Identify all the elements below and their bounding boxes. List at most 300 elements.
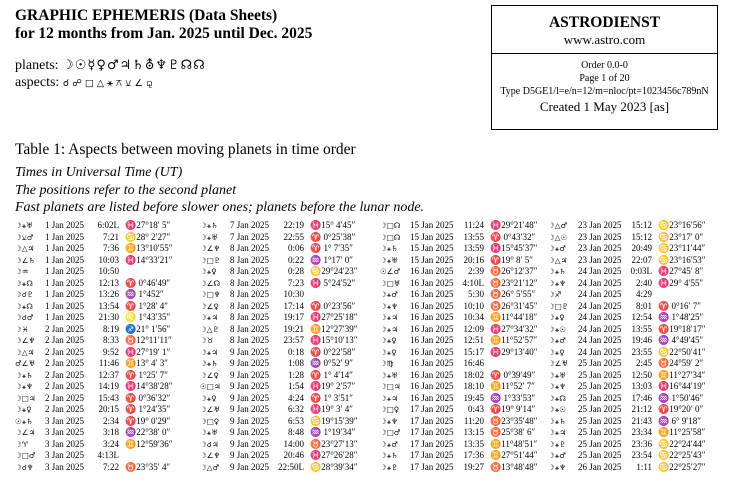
aspect-date: 25 Jan 2025 — [578, 427, 622, 437]
aspect-row — [548, 278, 712, 290]
aspect-time: 0:43 — [467, 404, 484, 414]
aspect-symbol: ☽⚹♃ — [200, 313, 218, 322]
aspect-date: 2 Jan 2025 — [45, 335, 84, 345]
aspect-date: 8 Jan 2025 — [230, 266, 269, 276]
aspect-time: 13:59 — [463, 243, 484, 253]
aspect-row — [200, 278, 364, 290]
aspect-time: 10:34 — [463, 312, 484, 322]
aspect-row — [380, 220, 544, 232]
aspect-position: ♌ 1°43′35″ — [125, 312, 171, 322]
aspect-time: 14:00 — [283, 438, 304, 449]
aspect-date: 23 Jan 2025 — [578, 231, 622, 242]
aspect-symbol: ☽⚹♄ — [548, 416, 566, 426]
aspect-date: 16 Jan 2025 — [410, 312, 454, 322]
aspect-time: 7:22 — [102, 461, 119, 472]
aspect-column — [15, 220, 179, 473]
aspect-row — [200, 335, 364, 347]
aspect-time: 8:48 — [287, 427, 304, 437]
aspect-symbol: ☽□♀ — [200, 416, 220, 426]
aspect-symbol: ☽⚹♆ — [380, 301, 398, 311]
aspect-symbol: ☉∠♂ — [380, 267, 401, 276]
aspect-row — [200, 324, 364, 336]
aspect-symbol: ☽♐ — [548, 290, 562, 299]
aspect-position: ♓29°21′48″ — [490, 220, 538, 230]
aspect-position: ♈19° 9′14″ — [490, 404, 536, 414]
planets-legend — [15, 57, 206, 74]
aspect-time: 13:15 — [463, 427, 484, 437]
aspect-position: ♈ 0°22′58″ — [310, 346, 356, 357]
aspect-row — [380, 416, 544, 428]
aspect-time: 15:12 — [631, 231, 652, 242]
aspect-row — [200, 301, 364, 313]
aspect-row — [380, 232, 544, 244]
aspect-symbol: ☽□♂ — [380, 428, 401, 437]
aspect-time: 12:50 — [631, 369, 652, 380]
aspect-time: 0:03L — [630, 266, 652, 276]
aspect-row — [380, 324, 544, 336]
aspect-time: 19:27 — [463, 461, 484, 472]
aspect-time: 12:09 — [463, 323, 484, 334]
aspect-position: ♉12°11′11″ — [125, 335, 172, 345]
aspect-time: 23:55 — [631, 346, 652, 357]
aspect-position: ♊11°48′51″ — [490, 438, 538, 449]
aspect-symbol: ♂∠♅ — [15, 359, 36, 368]
aspect-time: 15:12 — [631, 220, 652, 230]
aspect-date: 9 Jan 2025 — [230, 461, 269, 472]
aspect-date: 1 Jan 2025 — [45, 312, 84, 322]
aspect-date: 2 Jan 2025 — [45, 358, 84, 368]
aspect-row — [380, 289, 544, 301]
aspect-symbol: ☽⚹☉ — [548, 405, 566, 414]
aspect-position: ♉24°59′ 2″ — [658, 358, 704, 368]
aspect-position: ♊11°52′ 7″ — [490, 381, 535, 391]
aspect-time: 16:46 — [463, 358, 484, 368]
aspect-position: ♋29°24′23″ — [310, 266, 358, 276]
aspects-legend — [15, 74, 156, 92]
aspect-position: ♋28° 2′27″ — [125, 231, 171, 242]
aspect-symbol: ☽⚹♀ — [380, 347, 397, 357]
aspect-symbol: ☽⚹♃ — [200, 347, 218, 357]
aspect-time: 0:06 — [287, 243, 304, 253]
aspect-date: 24 Jan 2025 — [578, 266, 622, 276]
aspect-row — [200, 462, 364, 474]
aspect-position: ♓15°45′37″ — [490, 243, 538, 253]
aspect-date: 15 Jan 2025 — [410, 220, 454, 230]
aspect-time: 10:03 — [98, 254, 119, 265]
aspect-position: ♋22°25′43″ — [658, 450, 706, 460]
page-number: Page 1 of 20 — [579, 73, 630, 84]
aspect-date: 17 Jan 2025 — [410, 415, 454, 426]
aspect-position: ♋22°24′44″ — [658, 438, 706, 449]
aspect-row — [380, 301, 544, 313]
aspect-row — [548, 335, 712, 347]
aspect-symbol: ☽⚹♂ — [380, 290, 398, 299]
aspect-time: 0:18 — [287, 346, 304, 357]
aspect-date: 8 Jan 2025 — [230, 323, 269, 334]
aspect-position: ♈ 0°16′ 7″ — [658, 300, 702, 311]
aspect-symbol: ☽⚹☉ — [548, 324, 566, 334]
aspect-date: 26 Jan 2025 — [578, 461, 622, 472]
aspect-row — [548, 289, 712, 301]
aspect-position: ♒ 1°452″ — [125, 289, 164, 299]
aspect-symbol: ☽□♂ — [15, 451, 36, 460]
aspect-time: 7:36 — [102, 243, 119, 253]
aspect-row — [548, 416, 712, 428]
aspect-time: 20:15 — [98, 404, 119, 414]
aspect-position: ♋28°39′34″ — [310, 461, 358, 472]
aspect-row — [380, 266, 544, 278]
aspect-time: 2:34 — [102, 415, 119, 426]
aspect-date: 25 Jan 2025 — [578, 381, 622, 391]
aspect-row — [548, 358, 712, 370]
aspect-position: ♈19° 8′ 5″ — [490, 254, 534, 265]
aspect-time: 14:19 — [98, 381, 119, 391]
aspect-position: ♒ 1°33′53″ — [490, 392, 536, 403]
aspect-position: ♈19°18′17″ — [658, 323, 706, 334]
aspect-position: ♊13°10′55″ — [125, 243, 173, 253]
aspect-symbol: ☽⚹♄ — [200, 359, 218, 368]
aspect-symbol: ☽□♀ — [380, 405, 400, 414]
aspect-row — [15, 381, 179, 393]
aspect-time: 9:52 — [102, 346, 119, 357]
aspect-date: 24 Jan 2025 — [578, 289, 622, 299]
aspect-date: 16 Jan 2025 — [410, 381, 454, 391]
aspect-time: 17:46 — [631, 392, 652, 403]
aspect-symbol: ☽⚹♂ — [548, 451, 566, 460]
aspect-date: 2 Jan 2025 — [45, 392, 84, 403]
aspect-date: 9 Jan 2025 — [230, 346, 269, 357]
aspect-symbol: ☽⚹♆ — [548, 278, 566, 288]
aspect-date: 3 Jan 2025 — [45, 438, 84, 449]
aspect-symbol: ☽□♇ — [548, 301, 569, 311]
aspect-row — [200, 347, 364, 359]
aspect-symbol: ☽⚺♂ — [15, 232, 34, 242]
aspect-time: 4:13L — [97, 450, 119, 460]
aspect-date: 25 Jan 2025 — [578, 415, 622, 426]
aspect-date: 17 Jan 2025 — [410, 438, 454, 449]
aspect-row — [380, 358, 544, 370]
aspect-position: ♋22°50′41″ — [658, 346, 706, 357]
aspect-position: ♒ 1°19′34″ — [310, 427, 356, 437]
company-name: ASTRODIENST — [548, 14, 661, 31]
aspect-date: 3 Jan 2025 — [45, 450, 84, 460]
aspect-glyphs: ☌☍□△⚹⚻⚺∠⚼ — [62, 78, 156, 89]
aspect-symbol: ☽⚹♃ — [548, 428, 566, 437]
aspect-row — [548, 243, 712, 255]
aspect-row — [15, 312, 179, 324]
aspect-symbol: ☽⚹♂ — [380, 439, 398, 449]
aspect-symbol: ☽⚹☊ — [548, 393, 566, 403]
aspect-date: 24 Jan 2025 — [578, 323, 622, 334]
aspect-position: ♊13° 4′ 3″ — [125, 358, 169, 368]
aspect-position: ♉26°12′37″ — [490, 266, 538, 276]
aspect-symbol: ☽⚹♀ — [200, 267, 217, 276]
aspect-row — [200, 427, 364, 439]
aspect-row — [15, 278, 179, 290]
aspect-row — [548, 370, 712, 382]
aspect-date: 9 Jan 2025 — [230, 358, 269, 368]
aspect-symbol: ☽☌♇ — [15, 290, 34, 299]
aspect-date: 17 Jan 2025 — [410, 461, 454, 472]
aspect-time: 22:55 — [283, 231, 304, 242]
aspect-row — [548, 255, 712, 267]
aspect-row — [548, 439, 712, 451]
aspect-date: 7 Jan 2025 — [230, 220, 269, 230]
aspect-symbol: ☽△♇ — [200, 324, 220, 334]
aspect-position: ♈ 1° 4′14″ — [310, 369, 354, 380]
aspect-symbol: ☽∠♆ — [200, 451, 221, 460]
table-notes — [15, 164, 424, 217]
aspect-row — [15, 220, 179, 232]
info-box-divider — [492, 53, 717, 54]
aspect-symbol: ☽⚹♆ — [15, 382, 33, 391]
aspect-symbol: ☽⚹♂ — [548, 244, 566, 253]
aspect-row — [380, 450, 544, 462]
aspect-time: 11:24 — [463, 220, 484, 230]
aspect-date: 9 Jan 2025 — [230, 369, 269, 380]
aspect-column — [200, 220, 364, 473]
aspect-row — [548, 404, 712, 416]
aspect-date: 23 Jan 2025 — [578, 254, 622, 265]
aspect-position: ♋23°11′44″ — [658, 243, 706, 253]
aspect-date: 2 Jan 2025 — [45, 346, 84, 357]
aspect-time: 23:57 — [283, 335, 304, 345]
aspect-position: ♈ 1°25′ 7″ — [125, 369, 169, 380]
planet-glyphs: ☽☉☿♀♂♃♄⛢♆♇☊☊ — [62, 58, 206, 73]
aspect-row — [380, 312, 544, 324]
aspect-position: ♊11°44′18″ — [490, 312, 538, 322]
aspect-date: 8 Jan 2025 — [230, 243, 269, 253]
aspect-row — [15, 243, 179, 255]
aspect-row — [15, 232, 179, 244]
aspect-symbol: ☽∠♀ — [200, 301, 219, 311]
aspect-time: 2:39 — [467, 266, 484, 276]
aspect-row — [380, 255, 544, 267]
aspect-time: 13:35 — [463, 438, 484, 449]
aspect-position: ♈ 0°36′32″ — [125, 392, 171, 403]
aspect-symbol: ☽⚹♄ — [15, 370, 33, 380]
aspect-time: 23:36 — [631, 438, 652, 449]
aspect-row — [380, 439, 544, 451]
company-url: www.astro.com — [563, 32, 646, 47]
aspect-time: 18:02 — [463, 369, 484, 380]
aspect-position: ♋19°15′39″ — [310, 415, 358, 426]
aspect-symbol: ☽∠♃ — [15, 428, 36, 437]
aspect-position: ♊11°27′34″ — [658, 369, 706, 380]
aspect-symbol: ☽♈ — [15, 439, 29, 449]
aspect-symbol: ☽⚹♅ — [380, 255, 398, 265]
aspect-time: 20:16 — [463, 254, 484, 265]
aspect-time: 20:49 — [631, 243, 652, 253]
aspect-symbol: ☽∠♆ — [15, 336, 36, 345]
aspect-time: 13:55 — [631, 323, 652, 334]
aspect-date: 15 Jan 2025 — [410, 254, 454, 265]
aspect-row — [15, 416, 179, 428]
aspect-symbol: ☽⚹♀ — [548, 347, 565, 357]
aspect-symbol: ☽⚹♆ — [380, 416, 398, 426]
aspect-symbol: ☽⚹♃ — [380, 313, 398, 322]
title-line-1: GRAPHIC EPHEMERIS (Data Sheets) — [15, 7, 278, 24]
aspect-row — [548, 312, 712, 324]
note-times: Times in Universal Time (UT) — [15, 165, 183, 180]
chart-type: Type D5GE1/l=e/n=12/m=nloc/pt=1023456c789nN — [500, 86, 709, 97]
aspect-time: 8:01 — [635, 300, 652, 311]
aspect-position: ♓14°38′28″ — [125, 381, 173, 391]
aspect-date: 2 Jan 2025 — [45, 381, 84, 391]
aspect-time: 13:03 — [631, 381, 652, 391]
aspect-date: 3 Jan 2025 — [45, 427, 84, 437]
aspect-symbol: ☽⚹♇ — [380, 462, 398, 472]
aspect-date: 3 Jan 2025 — [45, 461, 84, 472]
aspect-symbol: ☽□☊ — [380, 221, 401, 230]
aspect-position: ♉26° 5′55″ — [490, 289, 536, 299]
aspect-position: ♓16°44′19″ — [658, 381, 706, 391]
aspect-row — [15, 439, 179, 451]
aspect-symbol: ☽∠♅ — [548, 359, 569, 368]
aspect-row — [200, 393, 364, 405]
aspect-time: 22:07 — [631, 254, 652, 265]
info-box — [491, 5, 718, 130]
aspect-row — [200, 416, 364, 428]
aspect-row — [380, 462, 544, 474]
aspect-time: 17:36 — [463, 450, 484, 460]
aspect-date: 25 Jan 2025 — [578, 392, 622, 403]
aspect-row — [380, 404, 544, 416]
aspect-date: 9 Jan 2025 — [230, 438, 269, 449]
aspect-date: 1 Jan 2025 — [45, 220, 84, 230]
aspect-row — [15, 358, 179, 370]
aspect-row — [15, 347, 179, 359]
aspect-symbol: ☽□♃ — [380, 382, 401, 391]
aspect-symbol: ☽⚹♅ — [548, 370, 566, 380]
aspect-time: 7:21 — [102, 231, 119, 242]
aspect-position: ♓15° 4′45″ — [310, 220, 356, 230]
aspect-position: ♓27°18′ 5″ — [125, 220, 171, 230]
aspect-position: ♈ 0°39′49″ — [490, 369, 536, 380]
aspect-symbol: ☽△♃ — [15, 244, 35, 253]
aspect-time: 12:13 — [98, 277, 119, 288]
aspect-row — [15, 393, 179, 405]
aspect-position: ♓27°34′32″ — [490, 323, 538, 334]
created-date: Created 1 May 2023 [as] — [539, 99, 670, 114]
aspect-time: 21:30 — [98, 312, 119, 322]
aspect-date: 8 Jan 2025 — [230, 277, 269, 288]
aspect-date: 16 Jan 2025 — [410, 346, 454, 357]
aspect-time: 3:24 — [102, 438, 119, 449]
aspect-symbol: ☽△☉ — [548, 232, 568, 242]
aspect-time: 11:46 — [98, 358, 119, 368]
aspect-time: 20:46 — [283, 450, 304, 460]
aspect-row — [200, 232, 364, 244]
aspect-symbol: ☽⚹♂ — [548, 336, 566, 345]
aspect-time: 23:54 — [631, 450, 652, 460]
aspect-date: 1 Jan 2025 — [45, 300, 84, 311]
aspect-position: ♉26°31′45″ — [490, 300, 538, 311]
note-ordering: Fast planets are listed before slower ones; planets before the lunar node. — [15, 200, 425, 215]
aspect-row — [15, 324, 179, 336]
aspect-time: 6:53 — [287, 415, 304, 426]
aspect-date: 1 Jan 2025 — [45, 277, 84, 288]
aspect-date: 16 Jan 2025 — [410, 289, 454, 299]
aspect-symbol: ☽⚹♀ — [380, 336, 397, 345]
aspect-date: 8 Jan 2025 — [230, 254, 269, 265]
aspect-position: ♋22°25′27″ — [658, 461, 706, 472]
aspect-row — [380, 335, 544, 347]
aspect-position: ♈ 0°46′49″ — [125, 277, 171, 288]
aspect-position: ♊11°52′57″ — [490, 335, 538, 345]
aspect-time: 6:32 — [287, 404, 304, 414]
aspect-row — [380, 381, 544, 393]
aspect-position: ♒ 4°49′45″ — [658, 335, 704, 345]
aspect-row — [15, 427, 179, 439]
aspect-time: 1:11 — [636, 461, 652, 472]
aspect-date: 23 Jan 2025 — [578, 220, 622, 230]
aspect-symbol: ☽☌♆ — [15, 462, 34, 472]
aspect-time: 18:10 — [463, 381, 484, 391]
aspect-date: 17 Jan 2025 — [410, 404, 454, 414]
aspect-date: 16 Jan 2025 — [410, 369, 454, 380]
aspect-time: 19:17 — [283, 312, 304, 322]
aspect-position: ♒ 1°17′ 0″ — [310, 254, 354, 265]
aspect-row — [380, 347, 544, 359]
aspect-time: 13:26 — [98, 289, 119, 299]
aspect-row — [548, 462, 712, 474]
aspect-date: 9 Jan 2025 — [230, 392, 269, 403]
aspect-date: 9 Jan 2025 — [230, 450, 269, 460]
aspect-symbol: ☽⚹♅ — [380, 370, 398, 380]
aspect-time: 10:30 — [283, 289, 304, 299]
aspect-position: ♉23°27′13″ — [310, 438, 358, 449]
aspect-position: ♈19° 0′29″ — [125, 415, 171, 426]
aspect-row — [15, 301, 179, 313]
aspect-symbol: ☽⚹☊ — [15, 301, 33, 311]
aspect-date: 1 Jan 2025 — [45, 243, 84, 253]
aspect-position: ♒22°38′ 0″ — [125, 427, 171, 437]
aspect-row — [200, 381, 364, 393]
aspect-position: ♓19° 2′57″ — [310, 381, 356, 391]
aspect-position: ♓15°10′13″ — [310, 335, 358, 345]
aspect-row — [200, 243, 364, 255]
aspect-row — [548, 381, 712, 393]
aspect-date: 23 Jan 2025 — [578, 243, 622, 253]
aspect-time: 22:50L — [278, 461, 304, 472]
aspect-time: 21:43 — [631, 415, 652, 426]
aspect-row — [200, 220, 364, 232]
aspect-date: 16 Jan 2025 — [410, 300, 454, 311]
aspect-date: 24 Jan 2025 — [578, 277, 622, 288]
aspect-time: 2:45 — [635, 358, 652, 368]
aspect-date: 17 Jan 2025 — [410, 450, 454, 460]
aspect-symbol: ☽☌♃ — [200, 439, 219, 449]
aspect-position: ♓27°25′18″ — [310, 312, 358, 322]
aspects-label: aspects: — [15, 75, 60, 90]
aspect-position: ♓29° 4′55″ — [658, 277, 704, 288]
aspect-position: ♓27°19′ 1″ — [125, 346, 171, 357]
aspect-row — [548, 324, 712, 336]
aspect-symbol: ☽⚹♅ — [200, 428, 218, 437]
aspect-position: ♈ 0°25′38″ — [310, 231, 356, 242]
aspect-row — [15, 289, 179, 301]
aspect-position: ♓27°45′ 8″ — [658, 266, 704, 276]
aspect-time: 0:28 — [287, 266, 304, 276]
aspect-time: 19:21 — [283, 323, 304, 334]
aspect-position: ♓14°33′21″ — [125, 254, 173, 265]
aspect-row — [200, 404, 364, 416]
aspect-row — [548, 393, 712, 405]
aspect-position: ♈19°20′ 0″ — [658, 404, 704, 414]
aspect-time: 3:18 — [102, 427, 119, 437]
aspect-time: 6:02L — [97, 220, 119, 230]
